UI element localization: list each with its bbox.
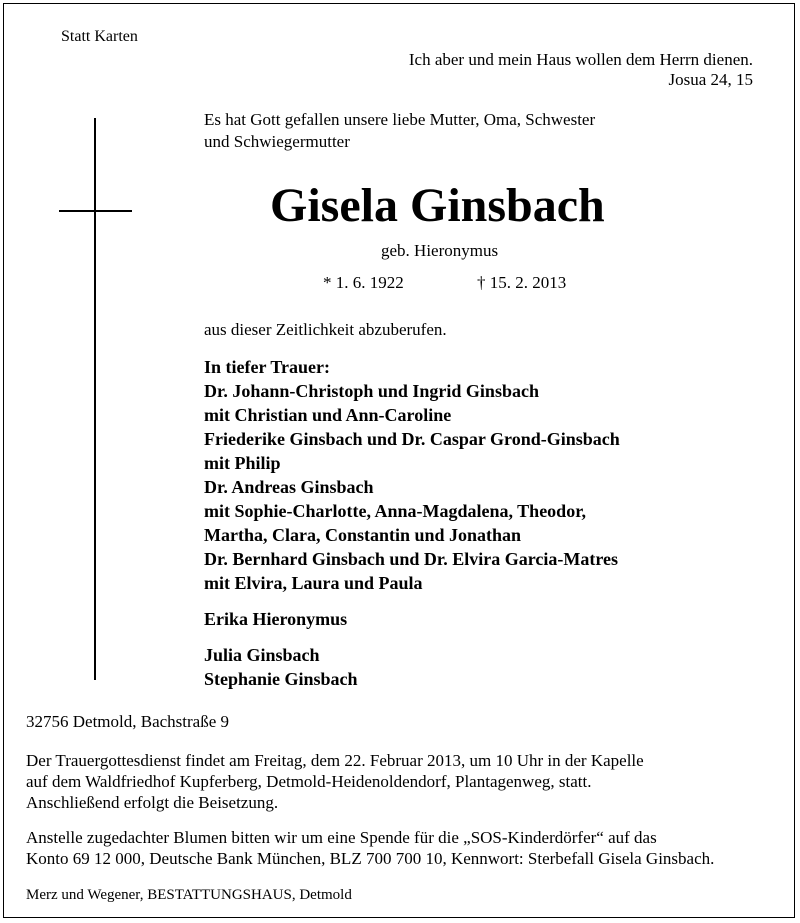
deceased-name: Gisela Ginsbach — [270, 179, 605, 232]
mourner-line: mit Elvira, Laura und Paula — [204, 573, 423, 593]
death-date: † 15. 2. 2013 — [477, 273, 567, 292]
intro-line-1: Es hat Gott gefallen unsere liebe Mutter, Oma, Schwester — [204, 110, 596, 129]
service-line-3: Anschließend erfolgt die Beisetzung. — [26, 793, 279, 812]
statt-karten: Statt Karten — [61, 28, 138, 45]
mourner-line: mit Christian und Ann-Caroline — [204, 405, 452, 425]
bible-verse: Ich aber und mein Haus wollen dem Herrn dienen. — [408, 50, 753, 69]
address: 32756 Detmold, Bachstraße 9 — [26, 712, 230, 731]
outro-line: aus dieser Zeitlichkeit abzuberufen. — [204, 320, 447, 339]
mourners-heading: In tiefer Trauer: — [204, 357, 330, 377]
intro-line-2: und Schwiegermutter — [204, 132, 350, 151]
mourner-line: Martha, Clara, Constantin und Jonathan — [204, 525, 522, 545]
mourner-line: Dr. Andreas Ginsbach — [204, 477, 374, 497]
mourner-line: mit Sophie-Charlotte, Anna-Magdalena, Theodor, — [204, 501, 587, 521]
donation-line-2: Konto 69 12 000, Deutsche Bank München, BLZ 700 700 10, Kennwort: Sterbefall Gisela Ginsbach. — [26, 849, 715, 868]
cross-icon-vertical — [94, 118, 96, 680]
cross-icon-horizontal — [59, 210, 132, 212]
mourner-line: Friederike Ginsbach und Dr. Caspar Grond-Ginsbach — [204, 429, 620, 449]
mourner-line: Dr. Bernhard Ginsbach und Dr. Elvira Garcia-Matres — [204, 549, 619, 569]
funeral-home: Merz und Wegener, BESTATTUNGSHAUS, Detmold — [26, 887, 352, 903]
donation-line-1: Anstelle zugedachter Blumen bitten wir um eine Spende für die „SOS-Kinderdörfer“ auf das — [26, 828, 657, 847]
mourner-line: mit Philip — [204, 453, 281, 473]
mourner-line: Dr. Johann-Christoph und Ingrid Ginsbach — [204, 381, 539, 401]
birth-date: * 1. 6. 1922 — [323, 273, 404, 292]
birth-name: geb. Hieronymus — [381, 241, 499, 260]
mourner-line: Erika Hieronymus — [204, 609, 348, 629]
service-line-1: Der Trauergottesdienst findet am Freitag, dem 22. Februar 2013, um 10 Uhr in der Kapelle — [26, 751, 644, 770]
service-line-2: auf dem Waldfriedhof Kupferberg, Detmold-Heidenoldendorf, Plantagenweg, statt. — [26, 772, 592, 791]
bible-verse-reference: Josua 24, 15 — [668, 70, 753, 89]
mourner-line: Stephanie Ginsbach — [204, 669, 358, 689]
mourner-line: Julia Ginsbach — [204, 645, 320, 665]
